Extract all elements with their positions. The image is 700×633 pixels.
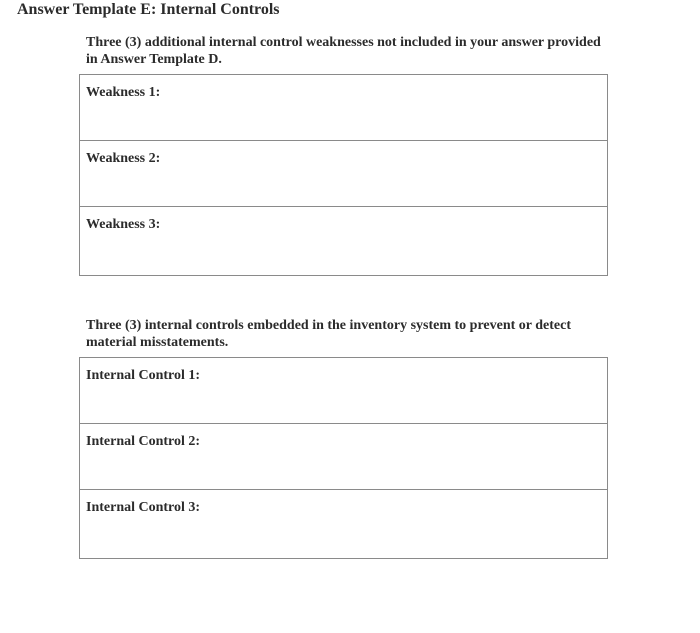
internal-control-3-label: Internal Control 3: [86,500,201,515]
internal-control-3-answer-cell[interactable] [80,490,607,558]
weakness-1-label: Weakness 1: [86,85,161,100]
weakness-3-label: Weakness 3: [86,217,161,232]
weaknesses-instructions: Three (3) additional internal control weaknesses not included in your answer provided in Answer Template D. [86,35,601,67]
internal-control-2-label: Internal Control 2: [86,434,201,449]
weakness-2-answer-cell[interactable] [80,141,607,207]
internal-control-2-answer-cell[interactable] [80,424,607,490]
internal-control-1-answer-cell[interactable] [80,358,607,424]
weaknesses-answer-table [79,74,608,276]
weakness-1-answer-cell[interactable] [80,75,607,141]
weakness-2-label: Weakness 2: [86,151,161,166]
weakness-3-answer-cell[interactable] [80,207,607,275]
internal-control-1-label: Internal Control 1: [86,368,201,383]
internal-controls-answer-table [79,357,608,559]
internal-controls-instructions: Three (3) internal controls embedded in the inventory system to prevent or detect material misstatements. [86,318,572,350]
page-title: Answer Template E: Internal Controls [17,1,280,18]
